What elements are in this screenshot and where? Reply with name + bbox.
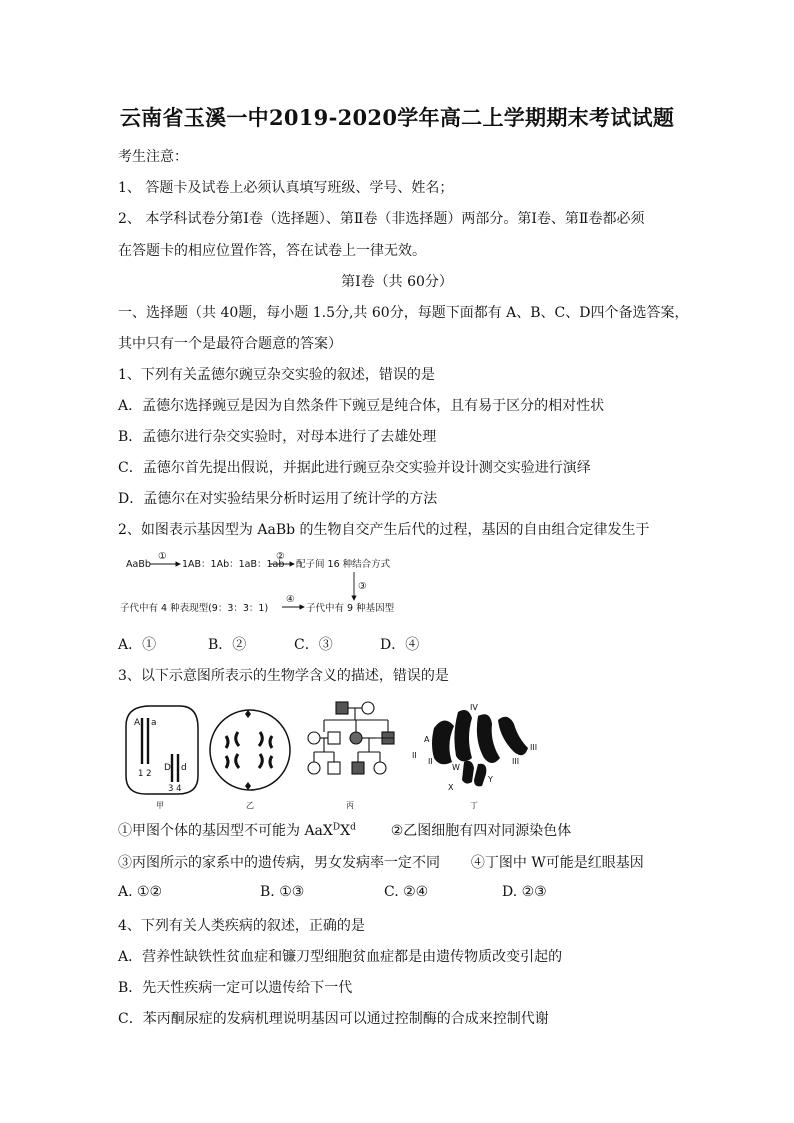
jia-caption: 甲	[156, 801, 164, 810]
q3-option-d: D. ②③	[502, 884, 547, 900]
ding-label-W: W	[452, 763, 460, 772]
yi-caption: 乙	[246, 801, 254, 810]
q2-option-b: B．②	[208, 637, 247, 653]
ding-label-II-left: II	[412, 751, 417, 760]
q4-stem: 4、下列有关人类疾病的叙述，正确的是	[118, 918, 365, 934]
q1-option-c: C．孟德尔首先提出假说，并据此进行豌豆杂交实验并设计测交实验进行演绎	[118, 460, 591, 476]
jia-label-d: d	[181, 763, 187, 773]
q3-statement-1-sup-2: d	[350, 822, 356, 833]
q2-options	[118, 634, 419, 654]
q2-option-c: C．③	[294, 637, 333, 653]
q1-option-b: B．孟德尔进行杂交实验时，对母本进行了去雄处理	[118, 429, 437, 445]
q2-option-a: A．①	[118, 637, 157, 653]
flow-phenotypes-text: 子代中有 4 种表现型(9：3：3：1)	[120, 603, 269, 614]
flow-combine-text: 配子间 16 种结合方式	[296, 559, 391, 570]
flow-step-4-text: ④	[286, 594, 295, 605]
q3-statements-row-2	[118, 852, 644, 872]
q4-option-a: A．营养性缺铁性贫血症和镰刀型细胞贫血症都是由遗传物质改变引起的	[118, 949, 563, 965]
flow-step-1-text: ①	[158, 551, 167, 562]
ding-label-X: X	[448, 783, 454, 792]
figure-jia	[126, 706, 198, 810]
q2-flow-diagram	[118, 548, 418, 620]
jia-label-A: A	[134, 718, 141, 728]
section-instruction-line-1: 一、选择题（共 40题，每小题 1.5分,共 60分，每题下面都有 A、B、C、D四个备选答案，	[118, 305, 689, 321]
q3-statement-1	[118, 823, 356, 839]
jia-label-34: 3 4	[168, 784, 182, 794]
exam-title: 云南省玉溪一中2019-2020学年高二上学期期末考试试题	[119, 105, 675, 130]
jia-label-D: D	[164, 763, 171, 773]
q3-option-a: A. ①②	[118, 884, 163, 900]
notice-item-1: 1、 答题卡及试卷上必须认真填写班级、学号、姓名；	[118, 180, 454, 196]
ding-label-III-right-2: III	[512, 757, 520, 766]
figure-bing-pedigree	[308, 702, 394, 774]
q3-statements-row-1	[118, 820, 571, 840]
q1-stem: 1、下列有关孟德尔豌豆杂交实验的叙述，错误的是	[118, 367, 435, 383]
q3-statement-1-sup-1: D	[332, 822, 341, 833]
q3-statement-4: ④丁图中 W可能是红眼基因	[470, 855, 644, 871]
q3-options	[118, 884, 547, 900]
jia-label-a: a	[151, 718, 157, 728]
flow-genotypes-text: 子代中有 9 种基因型	[306, 603, 395, 614]
notice-item-2-line-2: 在答题卡的相应位置作答，答在试卷上一律无效。	[118, 243, 426, 259]
jia-label-12: 1 2	[138, 769, 152, 779]
bing-caption: 丙	[346, 801, 354, 810]
section-instruction-line-2: 其中只有一个是最符合题意的答案）	[118, 336, 342, 352]
notice-item-2-line-1: 2、 本学科试卷分第Ⅰ卷（选择题）、第Ⅱ卷（非选择题）两部分。第Ⅰ卷、第Ⅱ卷都必须	[118, 211, 645, 227]
ding-label-II-left-2: II	[428, 757, 433, 766]
q4-option-c: C．苯丙酮尿症的发病机理说明基因可以通过控制酶的合成来控制代谢	[118, 1011, 549, 1027]
ding-caption: 丁	[470, 801, 478, 810]
q3-option-b: B. ①③	[260, 884, 305, 900]
flow-gametes-text: 1AB：1Ab：1aB：1ab	[182, 559, 285, 570]
q3-figures	[118, 698, 558, 810]
q1-option-a: A．孟德尔选择豌豆是因为自然条件下豌豆是纯合体，且有易于区分的相对性状	[118, 398, 605, 414]
q3-option-c: C. ②④	[384, 884, 429, 900]
q2-option-d: D．④	[380, 637, 420, 653]
q3-statement-1-mid: X	[340, 823, 351, 839]
ding-label-A: A	[424, 735, 430, 744]
figure-yi	[210, 710, 290, 810]
q3-statement-1-text: ①甲图个体的基因型不可能为 AaX	[118, 823, 333, 839]
ding-label-Y: Y	[488, 775, 493, 784]
q4-option-b: B．先天性疾病一定可以遗传给下一代	[118, 980, 353, 996]
q3-statement-2: ②乙图细胞有四对同源染色体	[390, 823, 572, 839]
figure-ding	[412, 703, 537, 810]
part-1-title: 第Ⅰ卷（共 60分）	[341, 274, 453, 290]
notice-heading: 考生注意：	[118, 149, 188, 165]
q2-stem: 2、如图表示基因型为 AaBb 的生物自交产生后代的过程，基因的自由组合定律发生于	[118, 522, 650, 538]
flow-start-text: AaBb	[126, 559, 151, 570]
q1-option-d: D．孟德尔在对实验结果分析时运用了统计学的方法	[118, 491, 438, 507]
ding-label-III-right: III	[530, 743, 538, 752]
q3-stem: 3、以下示意图所表示的生物学含义的描述，错误的是	[118, 668, 449, 684]
ding-label-IV: IV	[470, 703, 478, 712]
flow-step-3-text: ③	[358, 581, 367, 592]
q3-statement-3: ③丙图所示的家系中的遗传病，男女发病率一定不同	[118, 855, 440, 871]
flow-step-2-text: ②	[276, 551, 285, 562]
